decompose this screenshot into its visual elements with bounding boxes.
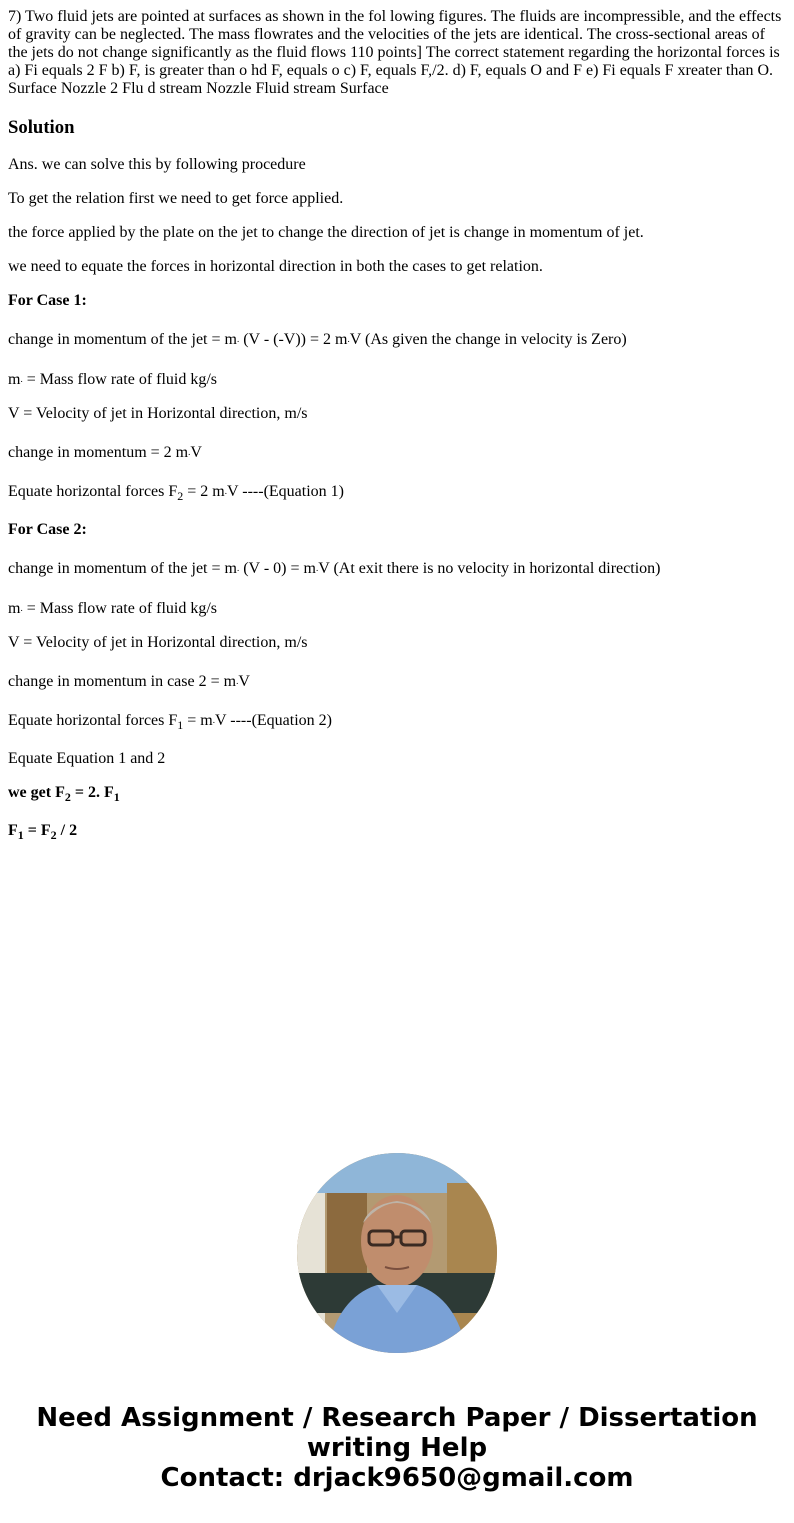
force-intro: To get the relation first we need to get force applied. <box>8 190 344 207</box>
author-portrait-image <box>297 1153 497 1353</box>
author-avatar <box>297 1153 497 1353</box>
case1-equation: Equate horizontal forces $F_2 = 2$ m.V ----(Equation 1) <box>8 483 344 503</box>
question-text: 7) Two fluid jets are pointed at surfaces as shown in the fol lowing figures. The fluids are incompressible, and the effects of gravity can be neglected. The mass flowrates and the velocities of the jets are identical. The cross-sectional areas of the jets do not change significantly as the fluid flows 110 points] The correct statement regarding the horizontal forces is a) Fi equals 2 F b) F, is greater than o hd F, equals o c) F, equals F,/2. d) F, equals O and F e) Fi equals F xreater than O. Surface Nozzle 2 Flu d stream Nozzle Fluid stream Surface <box>8 8 782 97</box>
case2-change-momentum: change in momentum in case 2 = m.V <box>8 673 250 690</box>
result-line: we get $F_2 = 2$. $F_1$ <box>8 784 120 804</box>
banner-contact-line: Contact: drjack9650@gmail.com <box>160 1463 634 1493</box>
equate-instruction: we need to equate the forces in horizontal direction in both the cases to get relation. <box>8 258 543 275</box>
contact-banner <box>0 1403 794 1493</box>
equate-equations: Equate Equation 1 and 2 <box>8 750 166 767</box>
case2-equation: Equate horizontal forces $F_1 = m.V$ ----(Equation 2) <box>8 712 332 732</box>
final-answer: $F_1 = F_2 / 2$ <box>8 822 78 842</box>
case2-momentum: change in momentum of the jet = m. (V - 0) = m.V (At exit there is no velocity in horizontal direction) <box>8 560 661 577</box>
solution-heading: Solution <box>8 117 75 138</box>
banner-line-1: Need Assignment / Research Paper / Dissertation <box>36 1403 758 1433</box>
case2-heading: For Case 2: <box>8 521 87 538</box>
case1-heading: For Case 1: <box>8 292 87 309</box>
answer-intro: Ans. we can solve this by following procedure <box>8 156 306 173</box>
force-explanation: the force applied by the plate on the jet to change the direction of jet is change in momentum of jet. <box>8 224 644 241</box>
document-body <box>8 0 786 840</box>
case2-mass-flow-def: m. = Mass flow rate of fluid kg/s <box>8 600 218 617</box>
case1-momentum: change in momentum of the jet = m. (V - (-V)) = 2 m.V (As given the change in velocity is Zero) <box>8 331 627 348</box>
case1-mass-flow-def: m. = Mass flow rate of fluid kg/s <box>8 371 218 388</box>
case1-change-momentum: change in momentum = 2 m.V <box>8 444 202 461</box>
banner-line-2: writing Help <box>306 1433 488 1463</box>
case2-velocity-def: V = Velocity of jet in Horizontal direction, m/s <box>8 634 308 651</box>
case1-velocity-def: V = Velocity of jet in Horizontal direction, m/s <box>8 405 308 422</box>
